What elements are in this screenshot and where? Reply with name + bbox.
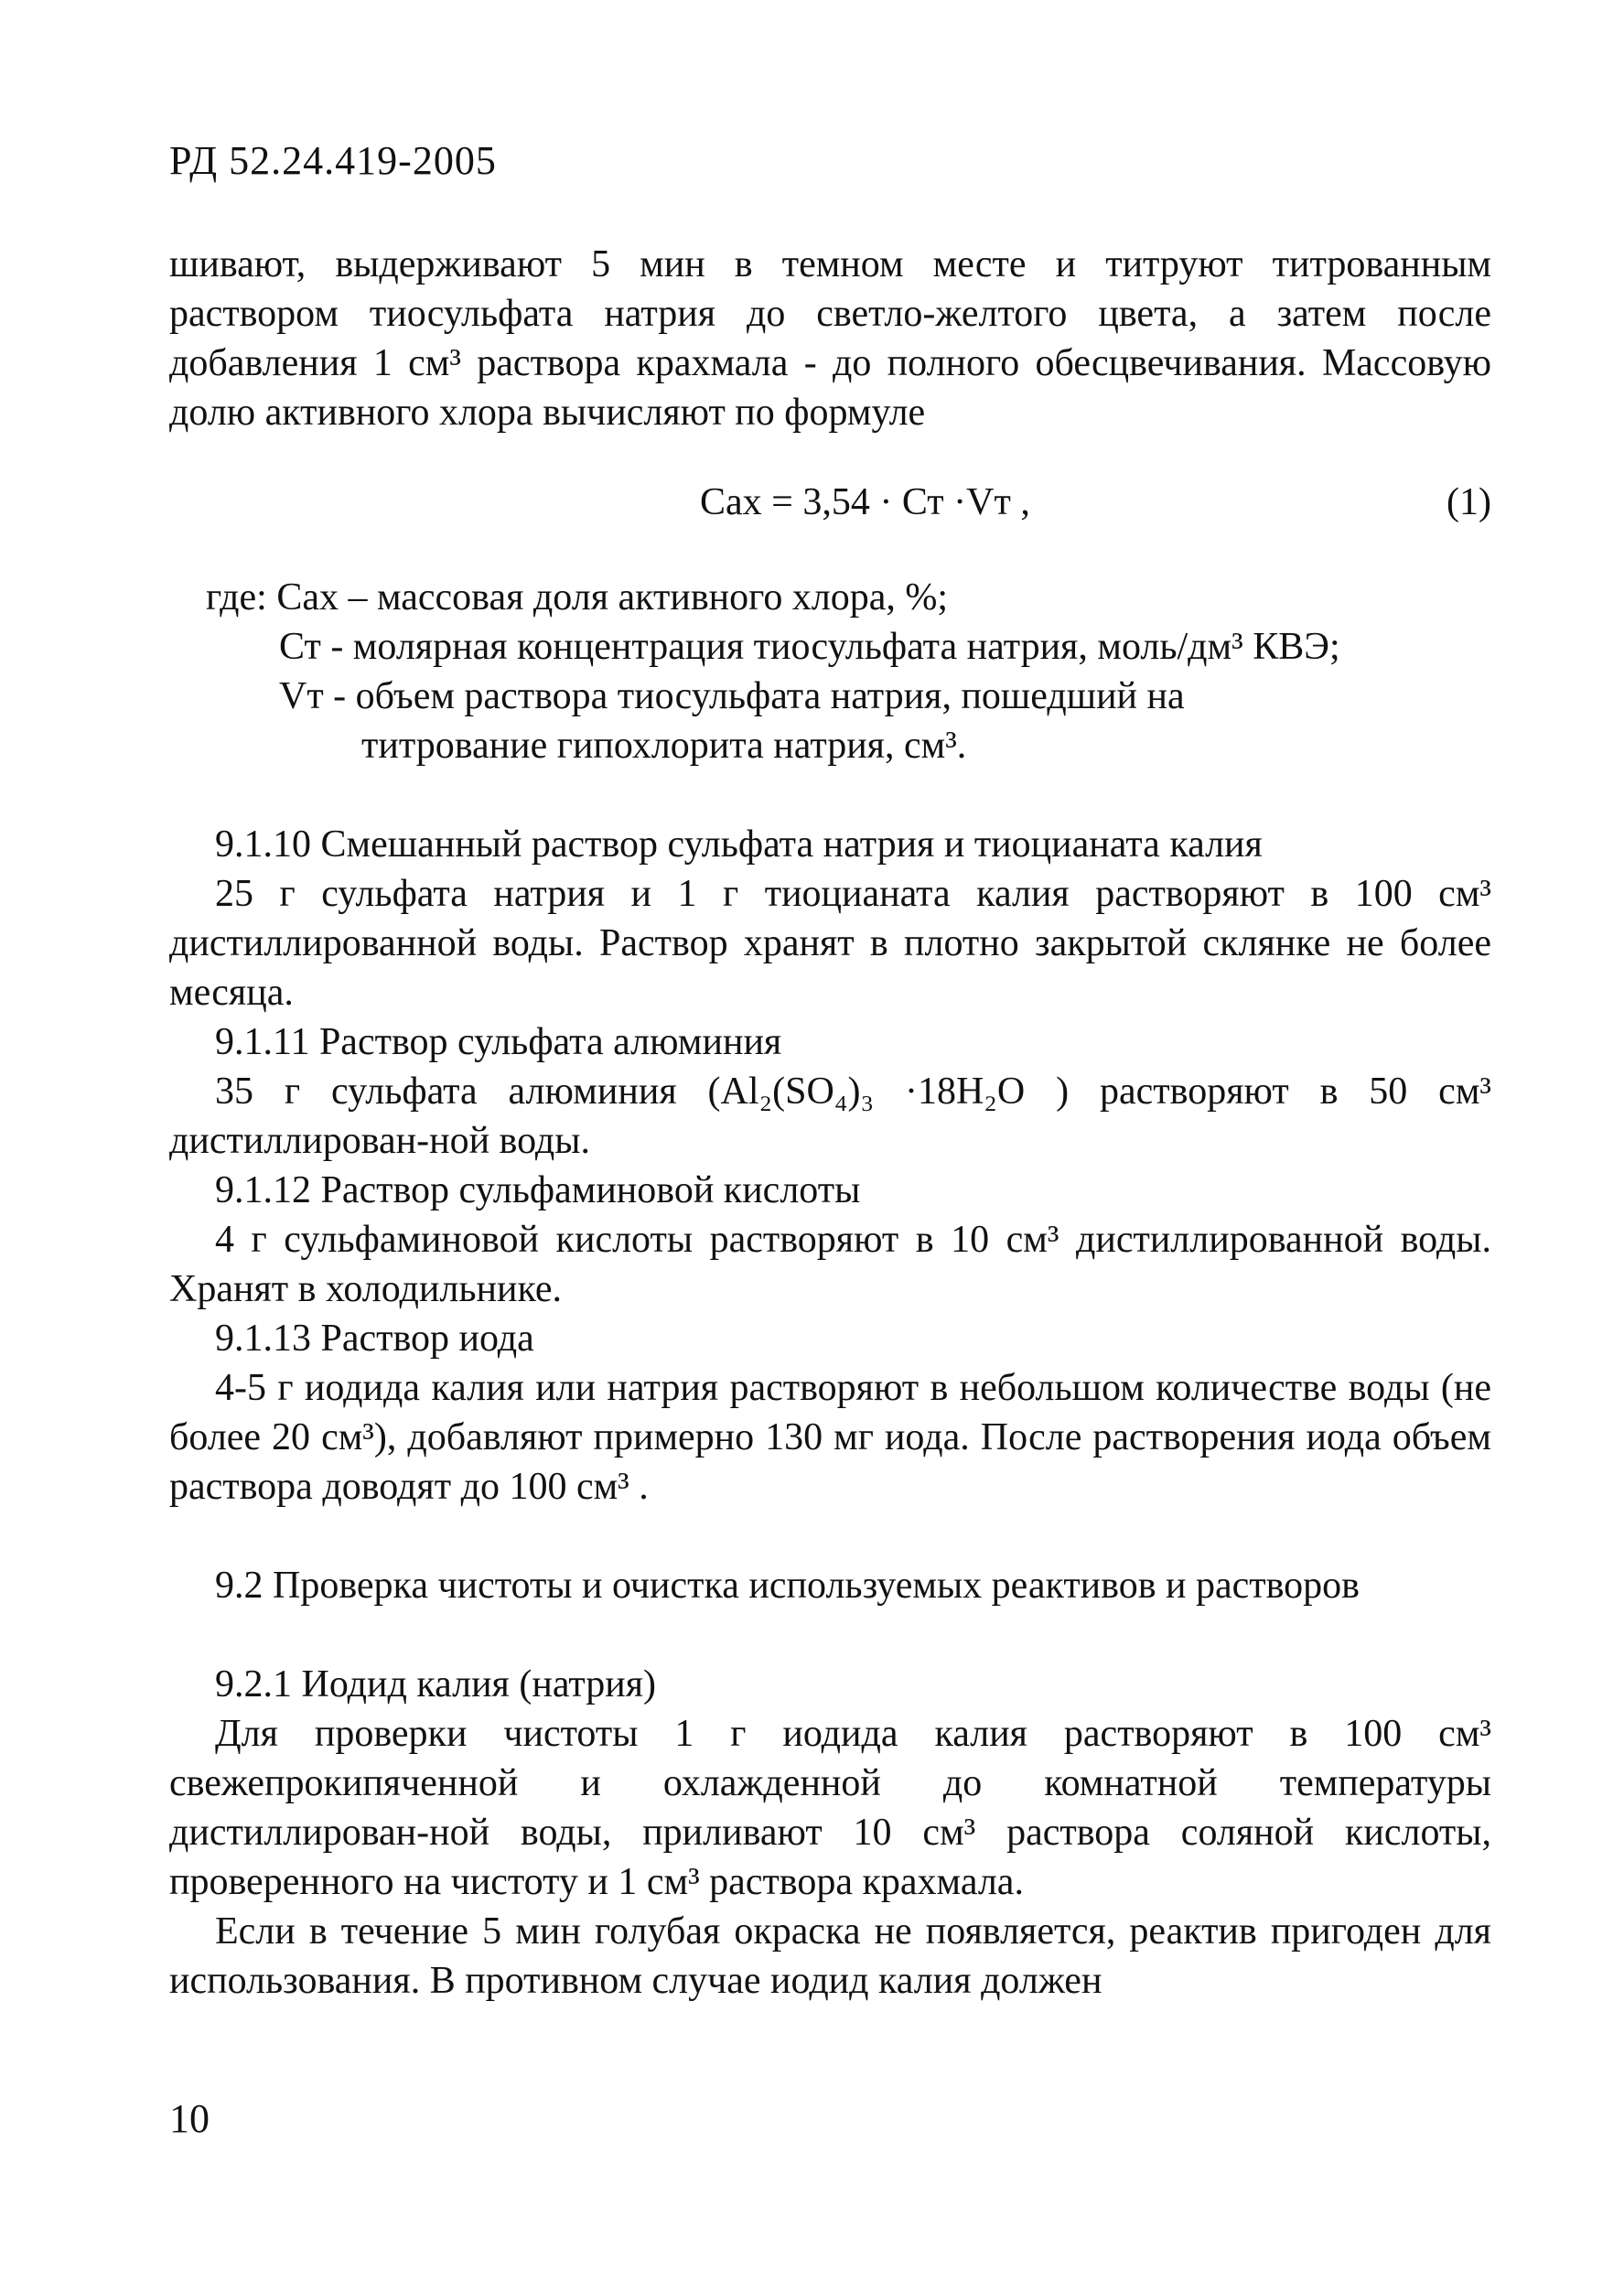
section-heading-9-1-11: 9.1.11 Раствор сульфата алюминия (215, 1021, 782, 1063)
section-heading-9-1-12: 9.1.12 Раствор сульфаминовой кислоты (215, 1169, 861, 1211)
formula-expression: Сах = 3,54 · Ст ·Vт , (700, 481, 1030, 523)
section-heading-9-1-13: 9.1.13 Раствор иода (215, 1318, 534, 1360)
doc-number-header: РД 52.24.419-2005 (169, 138, 497, 183)
section-heading-9-1-10: 9.1.10 Смешанный раствор сульфата натрия и тиоцианата калия (215, 823, 1263, 866)
formula-1 (169, 478, 1491, 533)
formula-number: (1) (1447, 481, 1491, 523)
legend-line-vt-cont: титрование гипохлорита натрия, см³. (361, 725, 967, 767)
section-heading-9-2: 9.2 Проверка чистоты и очистка используемых реактивов и растворов (215, 1565, 1361, 1607)
section-text-9-2-1-b: Если в течение 5 мин голубая окраска не появляется, реактив пригоден для использования. В противном случае иодид калия должен (169, 1910, 1491, 2002)
document-body (169, 240, 1491, 2006)
section-text-9-2-1-a: Для проверки чистоты 1 г иодида калия растворяют в 100 см³ свежепрокипяченной и охлажденной до комнатной температуры дистиллирован-ной воды, приливают 10 см³ раствора соляной кислоты, проверенного на чистоту и 1 см³ раствора крахмала. (169, 1713, 1491, 1903)
section-text-9-1-12: 4 г сульфаминовой кислоты растворяют в 10 см³ дистиллированной воды. Хранят в холодильнике. (169, 1219, 1491, 1310)
paragraph-titration: шивают, выдерживают 5 мин в темном месте и титруют титрованным раствором тиосульфата натрия до светло-желтого цвета, а затем после добавления 1 см³ раствора крахмала - до полного обесцвечивания. Массовую долю активного хлора вычисляют по формуле (169, 243, 1491, 434)
legend-line-vt: Vт - объем раствора тиосульфата натрия, пошедший на (279, 675, 1185, 717)
formula-legend (169, 573, 1491, 770)
section-text-9-1-11: 35 г сульфата алюминия (Al₂(SO₄)₃ ·18H₂O ) растворяют в 50 см³ дистиллирован-ной воды. (169, 1071, 1491, 1162)
section-text-9-1-13: 4-5 г иодида калия или натрия растворяют в небольшом количестве воды (не более 20 см³), добавляют примерно 130 мг иода. После растворения иода объем раствора доводят до 100 см³ . (169, 1367, 1491, 1508)
legend-line-cax: где: Сах – массовая доля активного хлора, %; (206, 576, 949, 619)
legend-line-ct: Ст - молярная концентрация тиосульфата натрия, моль/дм³ КВЭ; (279, 626, 1340, 668)
section-text-9-1-10: 25 г сульфата натрия и 1 г тиоцианата калия растворяют в 100 см³ дистиллированной воды. Раствор хранят в плотно закрытой склянке не более месяца. (169, 873, 1491, 1014)
section-heading-9-2-1: 9.2.1 Иодид калия (натрия) (215, 1663, 657, 1705)
page-number: 10 (169, 2096, 210, 2141)
